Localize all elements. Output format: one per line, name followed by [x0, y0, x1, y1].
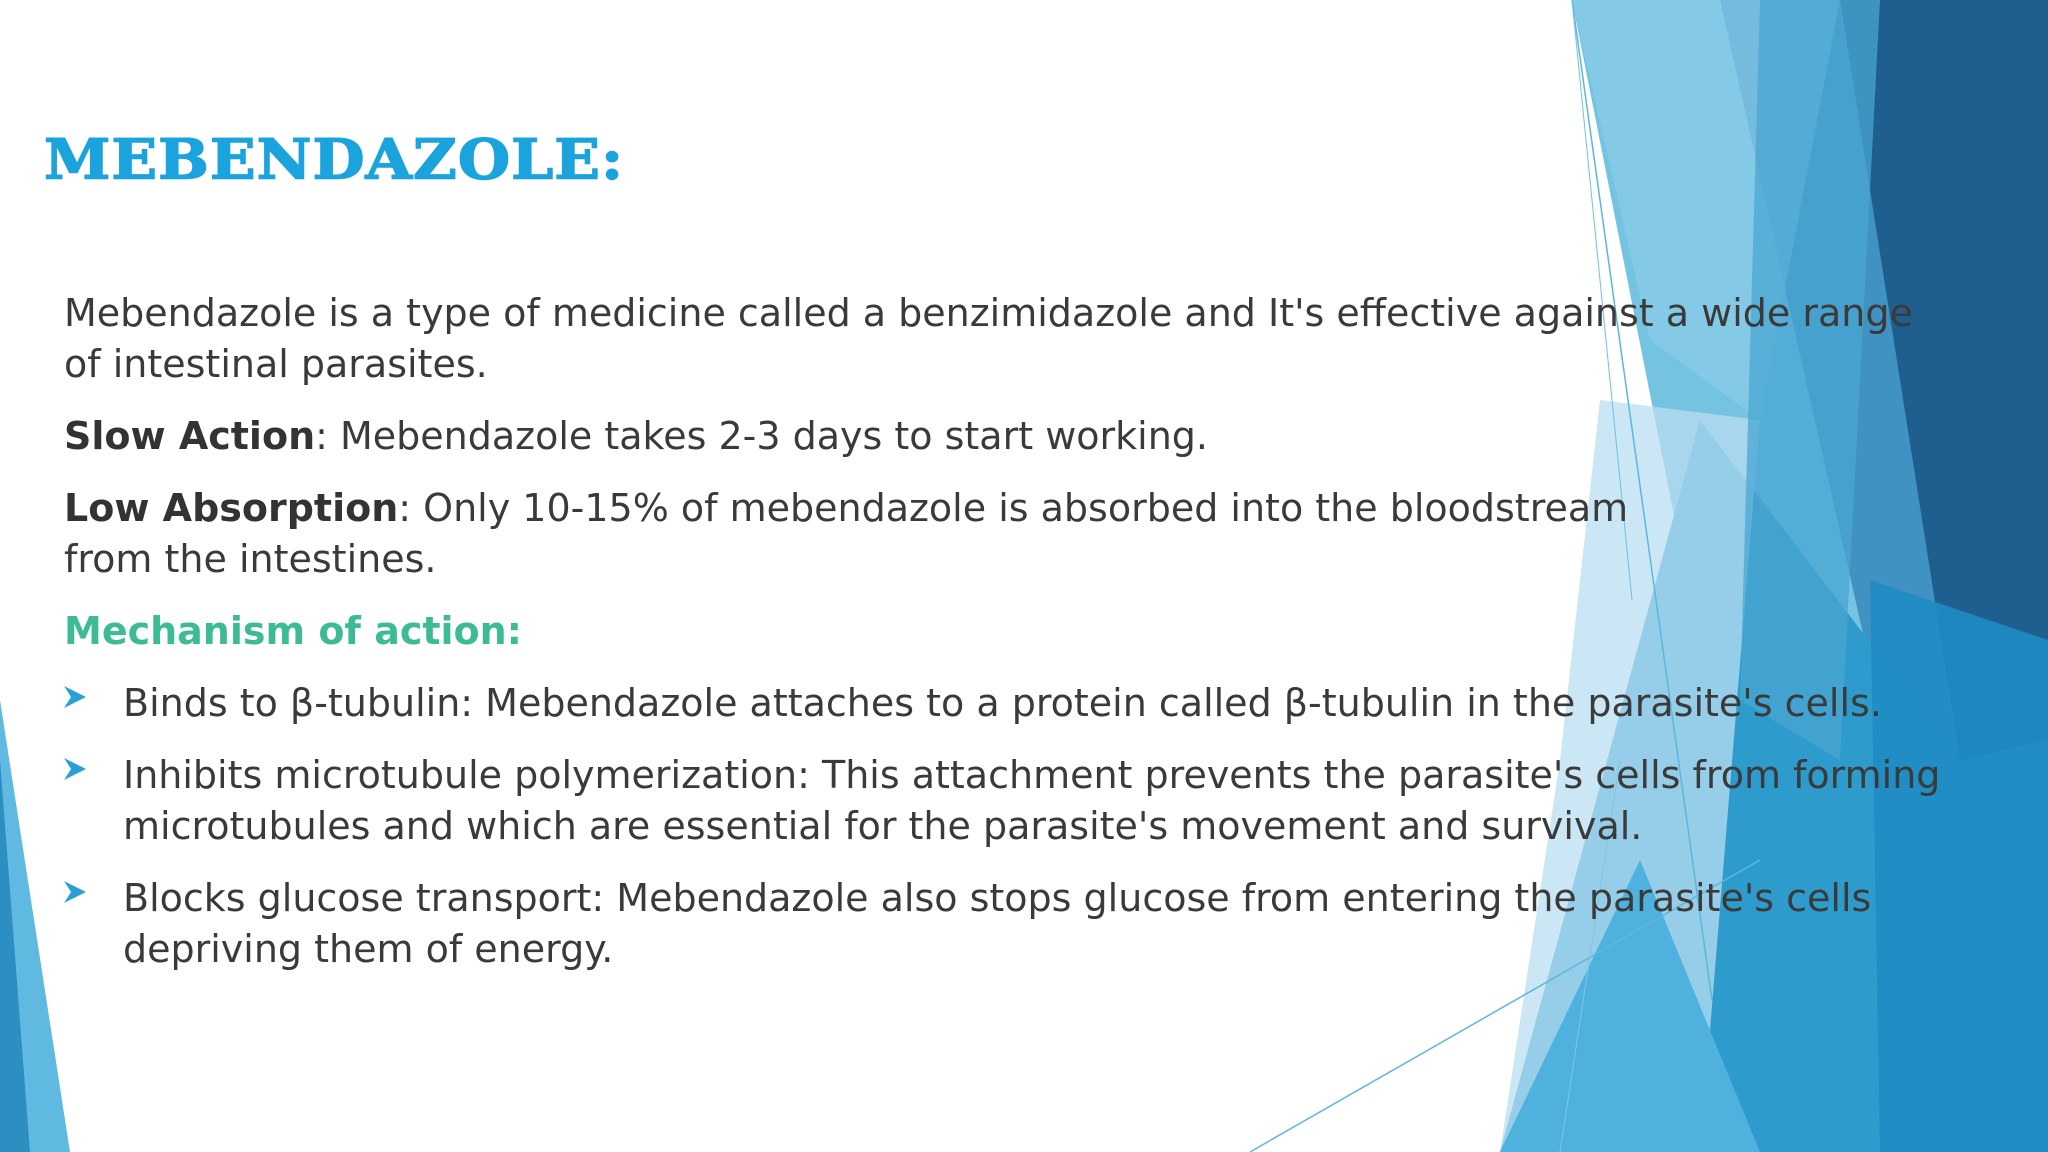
low-absorption-text: : Only 10-15% of mebendazole is absorbed into the bloodstream: [398, 486, 1629, 530]
mechanism-heading: Mechanism of action:: [64, 609, 522, 653]
arrowhead-bullet-icon: [64, 686, 86, 708]
mechanism-list: [64, 678, 1944, 975]
slow-action-text: : Mebendazole takes 2-3 days to start working.: [315, 414, 1208, 458]
intro-paragraph: Mebendazole is a type of medicine called a benzimidazole and It's effective against a wide range of intestinal parasites.: [64, 291, 1913, 386]
list-item: [64, 873, 1944, 975]
arrowhead-bullet-icon: [64, 758, 86, 780]
slide-body: [64, 288, 1944, 996]
bullet-text: Blocks glucose transport: Mebendazole also stops glucose from entering the parasite's cells depriving them of energy.: [123, 876, 1872, 971]
bullet-text: Inhibits microtubule polymerization: This attachment prevents the parasite's cells from forming microtubules and which are essential for the parasite's movement and survival.: [123, 753, 1941, 848]
list-item: [64, 750, 1944, 852]
low-absorption-label: Low Absorption: [64, 486, 399, 530]
low-absorption-paragraph: [64, 483, 1944, 585]
slow-action-label: Slow Action: [64, 414, 316, 458]
slide-title: MEBENDAZOLE:: [44, 128, 625, 193]
low-absorption-text-line2: from the intestines.: [64, 537, 437, 581]
bullet-text: Binds to β-tubulin: Mebendazole attaches to a protein called β-tubulin in the parasite's cells.: [123, 681, 1882, 725]
arrowhead-bullet-icon: [64, 881, 86, 903]
list-item: [64, 678, 1944, 729]
slow-action-paragraph: [64, 411, 1944, 462]
